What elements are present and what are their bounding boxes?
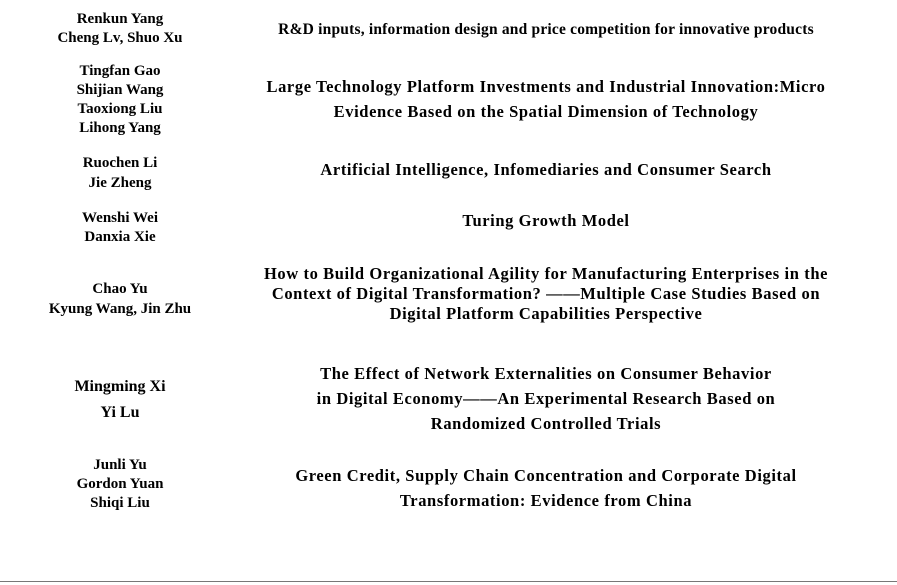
- title-line: Turing Growth Model: [462, 211, 630, 230]
- bottom-divider: [0, 581, 897, 582]
- title-line: How to Build Organizational Agility for Manufacturing Enterprises in the: [263, 264, 829, 283]
- author-name: Ruochen Li: [82, 155, 158, 171]
- paper-title: [222, 208, 870, 233]
- title-line: in Digital Economy——An Experimental Research Based on: [316, 389, 776, 408]
- author-name: Yi Lu: [100, 404, 140, 421]
- title-line: Digital Platform Capabilities Perspective: [389, 304, 703, 323]
- author-name: Gordon Yuan: [76, 476, 164, 492]
- title-line: Evidence Based on the Spatial Dimension of Technology: [333, 102, 759, 121]
- author-name: Shiqi Liu: [90, 495, 150, 511]
- paper-title: [222, 157, 870, 182]
- title-line: Large Technology Platform Investments and Industrial Innovation:Micro: [266, 77, 826, 96]
- author-list: [20, 62, 220, 138]
- author-name: Taoxiong Liu: [77, 101, 163, 117]
- author-name: Jie Zheng: [88, 175, 152, 191]
- author-name: Chao Yu: [92, 281, 148, 297]
- title-line: Green Credit, Supply Chain Concentration and Corporate Digital: [295, 466, 797, 485]
- title-line: Artificial Intelligence, Infomediaries and Consumer Search: [320, 160, 772, 179]
- author-name: Junli Yu: [93, 457, 147, 473]
- author-name: Shijian Wang: [76, 82, 164, 98]
- author-name: Kyung Wang, Jin Zhu: [48, 301, 192, 317]
- author-name: Mingming Xi: [74, 378, 166, 395]
- title-line: Transformation: Evidence from China: [399, 491, 693, 510]
- title-line: The Effect of Network Externalities on Consumer Behavior: [320, 364, 772, 383]
- author-name: Danxia Xie: [84, 229, 156, 245]
- author-list: [20, 279, 220, 319]
- title-line: R&D inputs, information design and price competition for innovative products: [278, 21, 814, 38]
- author-name: Tingfan Gao: [79, 63, 161, 79]
- author-name: Cheng Lv, Shuo Xu: [57, 30, 183, 46]
- title-line: Context of Digital Transformation? ——Multiple Case Studies Based on: [271, 284, 821, 303]
- paper-title: [222, 74, 870, 124]
- author-list: [20, 10, 220, 48]
- author-list: [20, 374, 220, 426]
- author-list: [20, 456, 220, 513]
- paper-title: [222, 361, 870, 436]
- paper-title: [222, 264, 870, 324]
- author-name: Lihong Yang: [79, 120, 161, 136]
- title-line: Randomized Controlled Trials: [430, 414, 662, 433]
- paper-title: [222, 17, 870, 42]
- paper-title: [222, 463, 870, 513]
- author-list: [20, 153, 220, 193]
- author-list: [20, 209, 220, 247]
- author-name: Wenshi Wei: [82, 210, 158, 226]
- author-name: Renkun Yang: [76, 11, 164, 27]
